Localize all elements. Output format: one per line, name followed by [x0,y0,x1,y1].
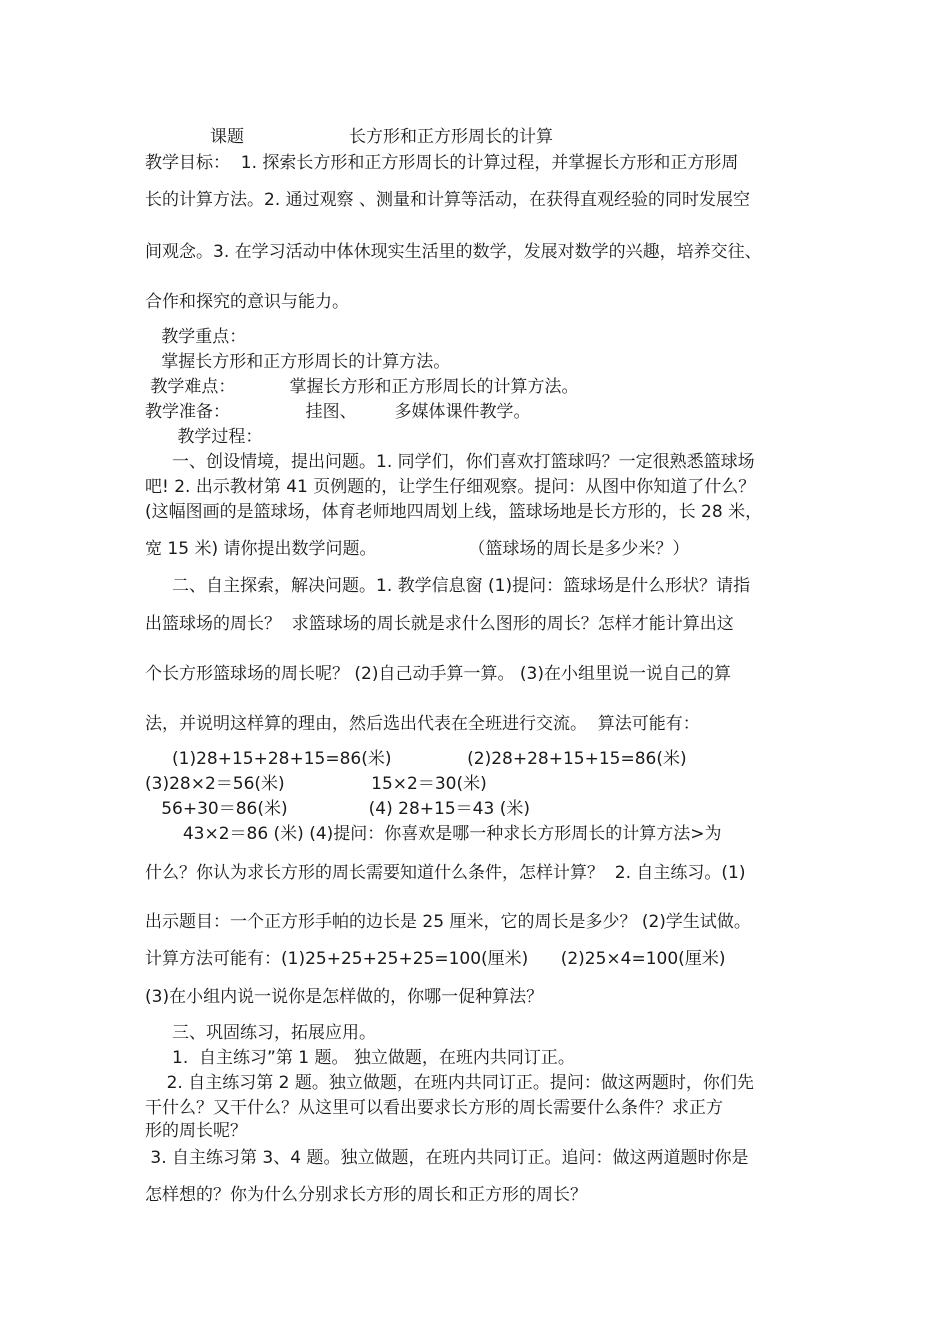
algorithm-line-2: (3)28×2＝56(米) 15×2＝30(米) [145,774,487,794]
section-2-line-8: (3)在小组内说一说你是怎样做的，你哪一促种算法？ [145,987,544,1007]
algorithm-line-1: (1)28+15+28+15=86(米) (2)28+28+15+15=86(米) [145,749,687,769]
lesson-title-label: 课题 [210,127,244,147]
section-3-heading: 三、巩固练习，拓展应用。 [145,1023,377,1043]
key-points-text: 掌握长方形和正方形周长的计算方法。 [145,352,451,372]
section-2-line-1: 二、自主探索，解决问题。1. 教学信息窗 (1)提问：篮球场是什么形状？请指 [145,576,751,596]
preparation-line: 教学准备： 挂图、 多媒体课件教学。 [145,402,531,422]
objectives-line-1: 教学目标： 1. 探索长方形和正方形周长的计算过程，并掌握长方形和正方形周 [145,153,739,173]
section-3-item-3-line-1: 3. 自主练习第 3、4 题。独立做题，在班内共同订正。追问：做这两道题时你是 [145,1148,749,1168]
objectives-line-4: 合作和探究的意识与能力。 [145,292,349,312]
algorithm-line-4: 43×2＝86 (米) (4)提问：你喜欢是哪一种求长方形周长的计算方法>为 [145,824,722,844]
lesson-title: 长方形和正方形周长的计算 [349,127,553,147]
section-2-line-3: 个长方形篮球场的周长呢？ (2)自己动手算一算。 (3)在小组里说一说自己的算 [145,664,731,684]
section-1-line-1: 一、创设情境，提出问题。1. 同学们，你们喜欢打篮球吗？一定很熟悉篮球场 [145,452,755,472]
section-1-line-4: 宽 15 米) 请你提出数学问题。 （篮球场的周长是多少米？） [145,539,690,559]
section-2-line-5: 什么？你认为求长方形的周长需要知道什么条件，怎样计算？ 2. 自主练习。(1) [145,863,746,883]
section-3-item-1: 1. 自主练习”第 1 题。 独立做题，在班内共同订正。 [145,1048,575,1068]
section-1-line-3: (这幅图画的是篮球场，体育老师地四周划上线，篮球场地是长方形的，长 28 米， [145,502,763,522]
section-3-item-2-line-2: 干什么？又干什么？从这里可以看出要求长方形的周长需要什么条件？求正方 [145,1098,723,1118]
objectives-line-3: 间观念。3. 在学习活动中体休现实生活里的数学，发展对数学的兴趣，培养交往、 [145,242,762,262]
process-heading: 教学过程： [145,427,263,447]
section-2-line-7: 计算方法可能有：(1)25+25+25+25=100(厘米) (2)25×4=100(厘米) [145,949,726,969]
section-2-line-2: 出篮球场的周长？ 求篮球场的周长就是求什么图形的周长？怎样才能计算出这 [145,614,734,634]
section-1-line-2: 吧! 2. 出示教材第 41 页例题的，让学生仔细观察。提问：从图中你知道了什么？ [145,477,756,497]
key-points-heading: 教学重点： [145,327,247,347]
section-2-line-6: 出示题目：一个正方形手帕的边长是 25 厘米，它的周长是多少？ (2)学生试做。 [145,912,751,932]
lesson-title-line [145,126,825,148]
objectives-line-2: 长的计算方法。2. 通过观察 、测量和计算等活动，在获得直观经验的同时发展空 [145,190,751,210]
algorithm-line-3: 56+30＝86(米) (4) 28+15＝43 (米) [145,799,530,819]
section-2-line-4: 法，并说明这样算的理由，然后选出代表在全班进行交流。 算法可能有： [145,714,700,734]
section-3-item-3-line-2: 怎样想的？你为什么分别求长方形的周长和正方形的周长？ [145,1185,587,1205]
difficulties-line: 教学难点： 掌握长方形和正方形周长的计算方法。 [145,377,579,397]
section-3-item-2-line-3: 形的周长呢？ [145,1121,247,1141]
section-3-item-2-line-1: 2. 自主练习第 2 题。独立做题，在班内共同订正。提问：做这两题时，你们先 [145,1073,754,1093]
